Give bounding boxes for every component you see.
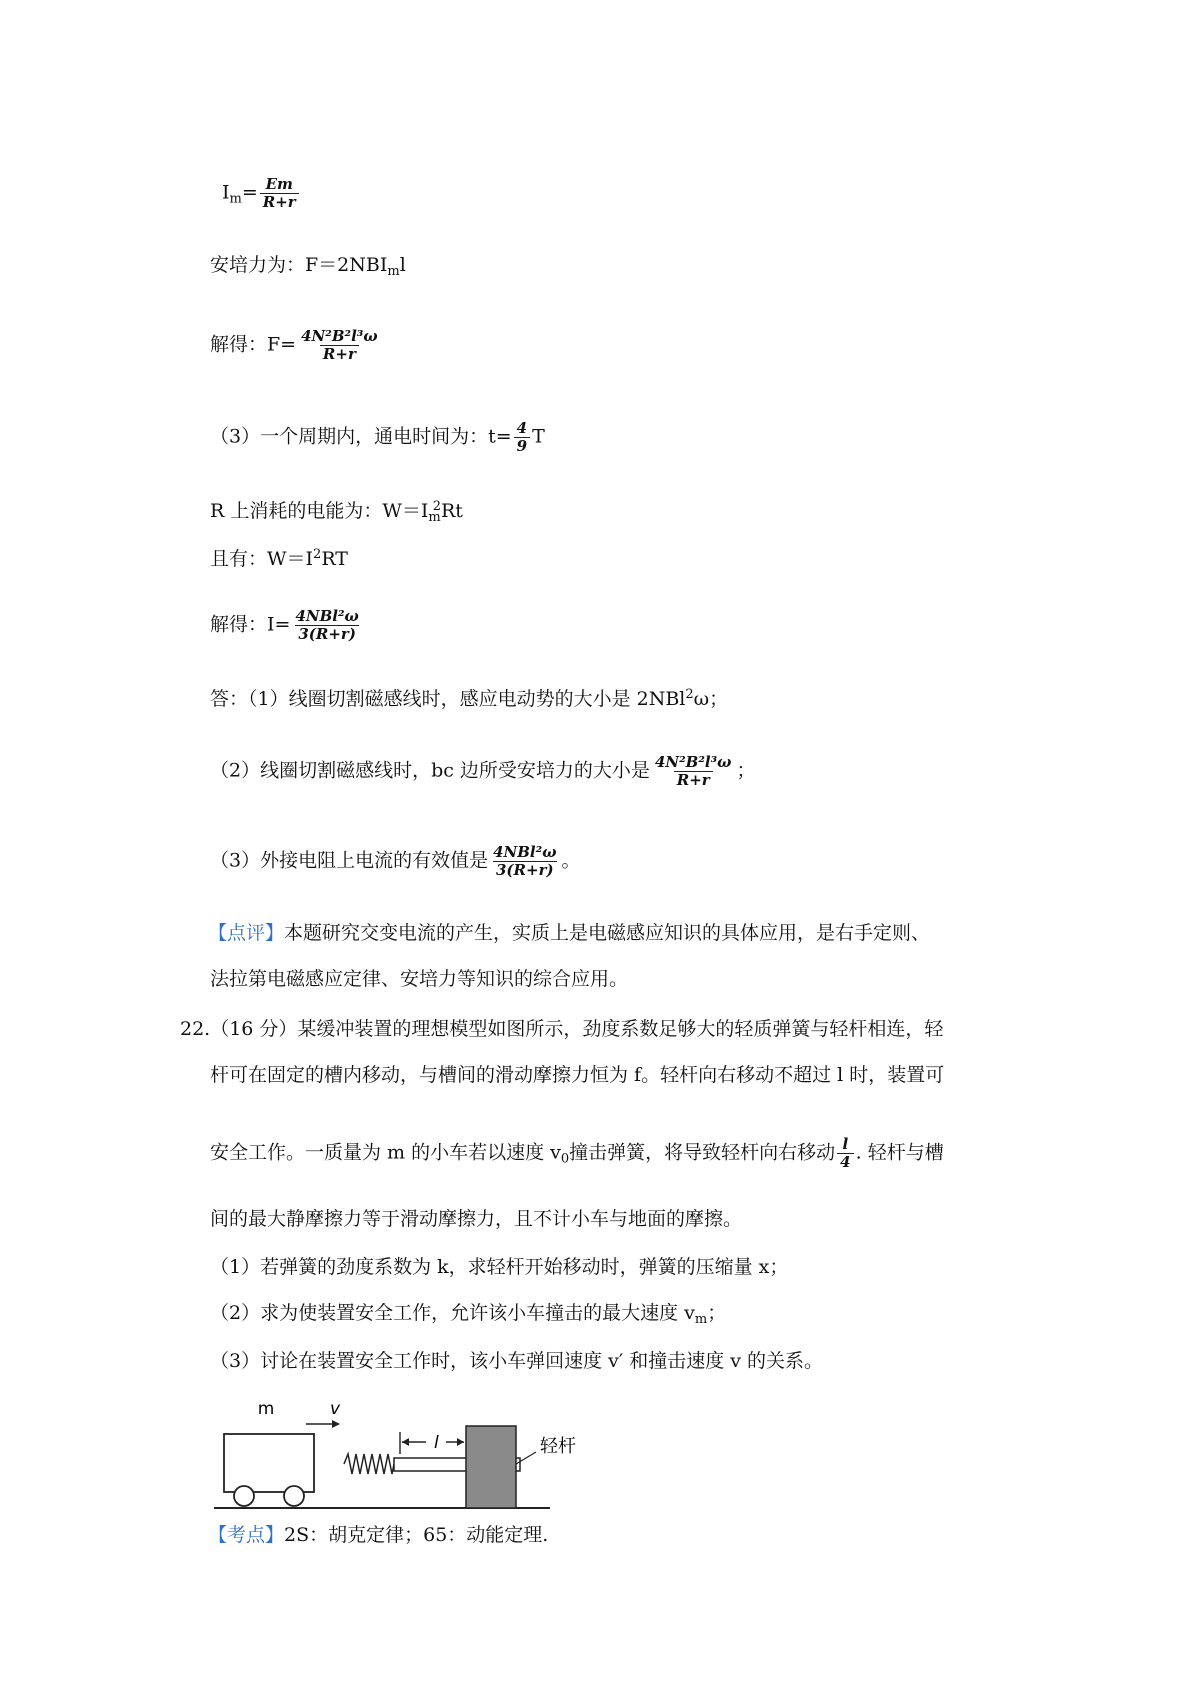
buffer-device-figure xyxy=(210,1392,650,1522)
comment-tag: 【点评】 xyxy=(208,922,285,944)
spring xyxy=(344,1454,394,1474)
question-sub-1: （1）若弹簧的劲度系数为 k，求轻杆开始移动时，弹簧的压缩量 x； xyxy=(210,1256,789,1278)
cart-wheel-right xyxy=(284,1486,304,1506)
kaodian-line: 【考点】2S：胡克定律；65：动能定理. xyxy=(208,1524,549,1546)
question-line-3: 安全工作。一质量为 m 的小车若以速度 $v_0$撞击弹簧，将导致轻杆向右移动 $\frac{l}{4}$ . 轻杆与槽 xyxy=(210,1135,944,1171)
question-line-1: 22.（16 分）某缓冲装置的理想模型如图所示，劲度系数足够大的轻质弹簧与轻杆相连，轻 xyxy=(180,1018,944,1040)
length-label: l xyxy=(434,1433,439,1453)
answer-2: （2）线圈切割磁感线时，bc 边所受安培力的大小是 $\frac{\text{4N²B²l³ω}}{R+r}$ ； xyxy=(210,753,756,789)
formula-ampere-force: 安培力为：$F=2NBI_ml$ xyxy=(210,254,406,279)
formula-force-result: 解得：F= $\frac{\text{4N²B²l³ω}}{R+r}$ xyxy=(210,327,378,363)
formula-current-eff: 解得：I= $\frac{\text{4NBl²ω}}{3(R+r)}$ xyxy=(210,607,359,643)
groove-block xyxy=(466,1426,516,1508)
rod-label: 轻杆 xyxy=(540,1436,576,1457)
formula-conduction-time: （3）一个周期内，通电时间为：t= $\frac{4}{9}$ T xyxy=(210,419,545,455)
question-line-2: 杆可在固定的槽内移动，与槽间的滑动摩擦力恒为 f。轻杆向右移动不超过 l 时，装置可 xyxy=(210,1064,945,1086)
answer-1: 答：（1）线圈切割磁感线时，感应电动势的大小是 2NBl$^2$ω； xyxy=(210,687,729,710)
question-line-4: 间的最大静摩擦力等于滑动摩擦力，且不计小车与地面的摩擦。 xyxy=(210,1208,743,1230)
formula-energy-r: R 上消耗的电能为：$W=I_m^2Rt$ xyxy=(210,499,463,525)
question-sub-2: （2）求为使装置安全工作，允许该小车撞击的最大速度 $v_m$； xyxy=(210,1302,727,1327)
answer-3: （3）外接电阻上电流的有效值是 $\frac{\text{4NBl²ω}}{3(R+r)}$ 。 xyxy=(210,843,581,879)
cart-wheel-left xyxy=(234,1486,254,1506)
mass-label: m xyxy=(257,1399,275,1419)
velocity-label: v xyxy=(330,1399,341,1419)
formula-energy-eff: 且有：$W=I^2RT$ xyxy=(210,547,348,570)
kaodian-tag: 【考点】 xyxy=(208,1524,285,1546)
formula-current-max: $I_m=$ $\frac{Em}{R+r}$ xyxy=(222,176,301,213)
question-sub-3: （3）讨论在装置安全工作时，该小车弹回速度 v′ 和撞击速度 v 的关系。 xyxy=(210,1350,824,1372)
cart xyxy=(224,1434,314,1492)
comment-line-1: 【点评】本题研究交变电流的产生，实质上是电磁感应知识的具体应用，是右手定则、 xyxy=(208,922,931,944)
comment-line-2: 法拉第电磁感应定律、安培力等知识的综合应用。 xyxy=(210,968,629,990)
